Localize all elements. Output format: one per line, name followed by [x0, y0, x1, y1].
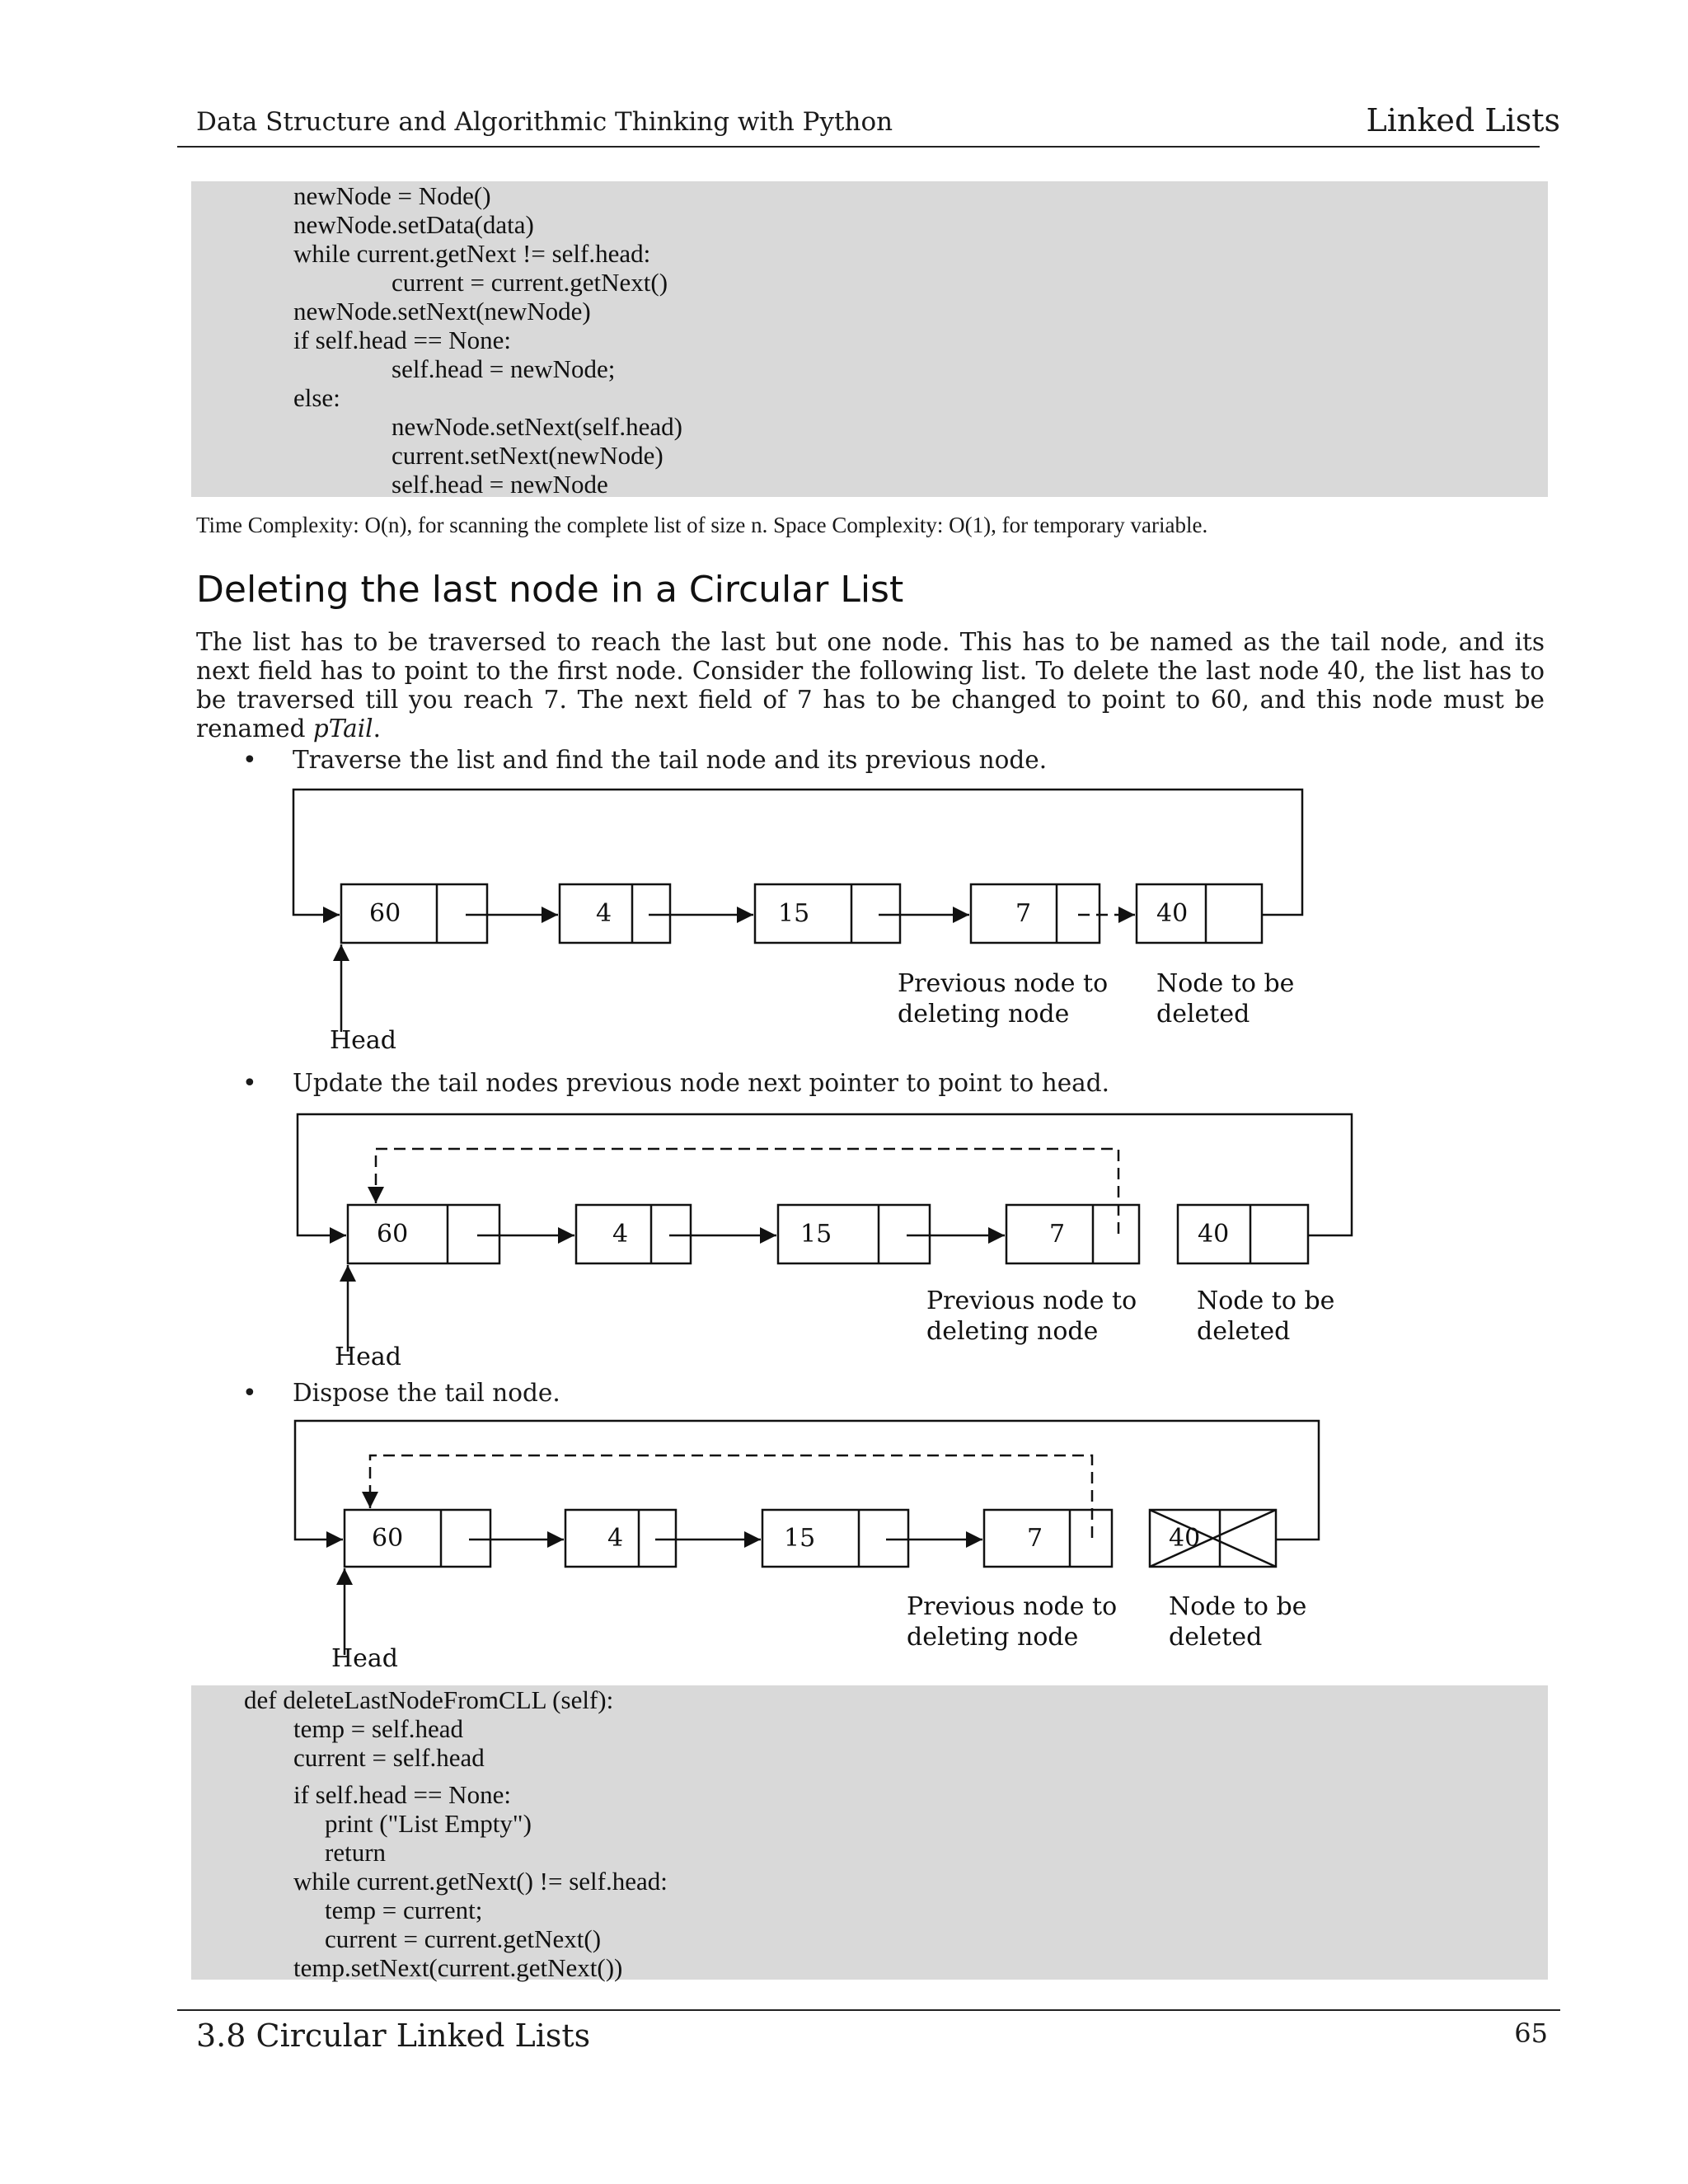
bullet-dot: • [242, 1069, 257, 1098]
code-line: while current.getNext() != self.head: [293, 1867, 668, 1896]
code-line: return [325, 1838, 387, 1867]
code-line: current = self.head [293, 1743, 485, 1772]
node-value: 60 [377, 1220, 409, 1249]
chapter-title: Linked Lists [1366, 102, 1560, 138]
prev-label: deleting node [926, 1317, 1099, 1346]
bullet-2: Update the tail nodes previous node next pointer to point to head. [293, 1069, 1110, 1097]
del-label: Node to be [1169, 1592, 1307, 1621]
del-label: deleted [1197, 1317, 1291, 1346]
code-line: temp.setNext(current.getNext()) [293, 1953, 623, 1982]
code-line: newNode = Node() [293, 181, 491, 210]
code-line: self.head = newNode; [392, 354, 616, 383]
node-value: 60 [372, 1524, 404, 1553]
code-line: else: [293, 383, 340, 412]
del-label: Node to be [1156, 969, 1295, 998]
code-line: newNode.setData(data) [293, 210, 534, 239]
node-value: 40 [1198, 1220, 1230, 1249]
section-title: Deleting the last node in a Circular List [196, 569, 904, 611]
node-value: 7 [1015, 899, 1032, 928]
node-value: 60 [369, 899, 401, 928]
bullet-1: Traverse the list and find the tail node and its previous node. [293, 746, 1048, 774]
bullet-3: Dispose the tail node. [293, 1379, 560, 1407]
code-line: print ("List Empty") [325, 1809, 532, 1838]
code-line: current.setNext(newNode) [392, 441, 663, 470]
prev-label: deleting node [907, 1623, 1079, 1652]
bullet-dot: • [242, 1379, 257, 1408]
head-label: Head [335, 1343, 402, 1371]
loop-arrow [295, 1421, 1319, 1540]
node-box-60 [341, 884, 487, 943]
loop-arrow [298, 1114, 1352, 1235]
node-value: 4 [612, 1220, 629, 1249]
bullet-dot: • [242, 746, 257, 775]
prev-label: Previous node to [907, 1592, 1118, 1621]
ptail-emphasis: pTail [312, 715, 373, 743]
head-label: Head [330, 1026, 397, 1055]
code-line: def deleteLastNodeFromCLL (self): [244, 1685, 614, 1714]
node-value: 40 [1156, 899, 1189, 928]
node-box-60 [345, 1510, 490, 1567]
code-line: self.head = newNode [392, 470, 608, 499]
node-value: 15 [800, 1220, 832, 1249]
page-number: 65 [1514, 2018, 1548, 2049]
code-block-2 [191, 1685, 1548, 1980]
node-box-4 [576, 1205, 691, 1263]
node-box-4 [560, 884, 670, 943]
footer-rule [177, 2009, 1560, 2011]
code-line: if self.head == None: [293, 326, 511, 354]
paragraph-end: . [373, 715, 381, 743]
book-title: Data Structure and Algorithmic Thinking with Python [196, 107, 893, 137]
del-label: deleted [1169, 1623, 1263, 1652]
node-value-deleted: 40 [1169, 1524, 1201, 1553]
prev-label: Previous node to [926, 1286, 1137, 1315]
paragraph-text: The list has to be traversed to reach the last but one node. This has to be named as the tail node, and its next field has to point to the first node. Consider the following list. To delete the last node 40, the list has to be traversed till you reach 7. The next field of 7 has to be changed to point to 60, and this node must be renamed [196, 628, 1545, 743]
head-label: Head [331, 1644, 399, 1673]
node-value: 7 [1027, 1524, 1043, 1553]
node-value: 15 [778, 899, 810, 928]
code-line: newNode.setNext(self.head) [392, 412, 682, 441]
code-line: while current.getNext != self.head: [293, 239, 651, 268]
code-line: temp = self.head [293, 1714, 463, 1743]
code-line: temp = current; [325, 1896, 483, 1924]
node-value: 4 [596, 899, 612, 928]
loop-arrow [293, 790, 1302, 915]
node-box-15 [755, 884, 900, 943]
node-box-60 [348, 1205, 499, 1263]
node-value: 7 [1049, 1220, 1066, 1249]
complexity-note: Time Complexity: O(n), for scanning the complete list of size n. Space Complexity: O(1), for temporary variable. [196, 513, 1208, 537]
footer-section: 3.8 Circular Linked Lists [196, 2018, 591, 2054]
del-label: deleted [1156, 1000, 1250, 1029]
prev-label: Previous node to [898, 969, 1109, 998]
code-line: current = current.getNext() [325, 1924, 602, 1953]
del-label: Node to be [1197, 1286, 1335, 1315]
node-value: 4 [607, 1524, 624, 1553]
code-line: if self.head == None: [293, 1780, 511, 1809]
code-line: current = current.getNext() [392, 268, 668, 297]
node-box-40 [1137, 884, 1262, 943]
code-line: newNode.setNext(newNode) [293, 297, 591, 326]
prev-label: deleting node [898, 1000, 1070, 1029]
node-value: 15 [784, 1524, 816, 1553]
node-box-7 [971, 884, 1100, 943]
